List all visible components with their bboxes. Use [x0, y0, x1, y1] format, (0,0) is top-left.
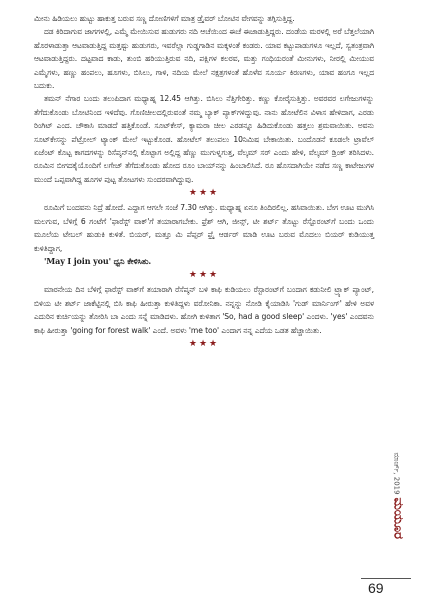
paragraph-2: ದಡ ಕಿರಿದಾಗುವ ಜಾಗಗಳಲ್ಲಿ, ಎಮ್ಮೆ ಮೇಯಿಸುವ ಹುಡುಗರು ನದಿ ಆಚೆಯಿಂದ ಈಚೆ ಈಜಾಡುತ್ತಿದ್ದರು. ದಂಡೆಯ ಮರಳಲ್ಲಿ ಅರೆ ಬೆತ್ತಲೆಯಾಗಿ ಹೊರಳಾಡುತ್ತಾ ಆಟವಾಡುತ್ತಿದ್ದ ಮತ್ತಷ್ಟು ಹುಡುಗರು, ಇವರೆಲ್ಲಾ ಗುಡ್ಡಗಾಡಿನ ಮಕ್ಕಳಂತೆ ಕಂಡರು. ಯಾವ ಕಟ್ಟುಪಾಡುಗಳೂ ಇಲ್ಲದೆ, ಸ್ವತಂತ್ರವಾಗಿ ಆಟವಾಡುತ್ತಿದ್ದರು. ದಟ್ಟವಾದ ಕಾಡು, ತುಂಬಿ ಹರಿಯುತ್ತಿರುವ ನದಿ, ಪಕ್ಷಿಗಳ ಕಲರವ, ಮತ್ತು ಗಂಧಿಯರಂತೆ ಮೀನುಗಳು, ನೀರಲ್ಲಿ ಮೀಯುವ ಎಮ್ಮೆಗಳು, ಹಣ್ಣು ಹಂಪಲು, ಹೂಗಳು, ಬಿಸಿಲು, ಗಾಳಿ, ನದಿಯ ಮೇಲೆ ನಕ್ಷತ್ರಗಳಂತೆ ಹೊಳೆವ ಸೂರ್ಯ ಕಿರಣಗಳು, ಯಾವ ಹಂಗೂ ಇಲ್ಲದ ಬದುಕು. — [34, 27, 374, 91]
section-separator-2: ★★★ — [188, 270, 220, 281]
paragraph-6: ಮಾರನೇಯ ದಿನ ಬೆಳಿಗ್ಗೆ ಫಾರೆಸ್ಟ್ ವಾಕ್‌ಗೆ ತಯಾರಾಗಿ ರೆಸೆಪ್ಶನ್ ಬಳಿ ಕಾಫಿ ಕುಡಿಯಲು ರೆಸ್ಟಾರಂಟ್‌ಗೆ ಬಂದಾಗ ಕಡುನೀಲಿ ಟ್ರ್ಯಾಕ್ ಪ್ಯಾಂಟ್, ಬಿಳಿಯ ಟೀ ಶರ್ಟ್ ಜಾಕೆಟ್ಟಿನಲ್ಲಿ ಬಿಸಿ ಕಾಫಿ ಹೀರುತ್ತಾ ಕುಳಿತಿದ್ದಳು ವರೋನಿಕಾ. ನನ್ನನ್ನು ನೋಡಿ ಕೈಯಾಡಿಸಿ 'ಗುಡ್ ಮಾರ್ನಿಂಗ್' ಹೇಳಿ ಅವಳ ಎದುರಿನ ಕುರ್ಚಿಯನ್ನು ತೋರಿಸಿ ಬಾ ಎಂದು ಸನ್ನೆ ಮಾಡಿದಳು. ಹೋಗಿ ಕುಳಿತಾಗ 'So, had a good sleep' ಎಂದಳು. 'yes' ಎಂದವನು ಕಾಫಿ ಹೀರುತ್ತಾ 'going for forest walk' ಎಂದೆ. ಅವಳು 'me too' ಎಂದಾಗ ನನ್ನ ಎದೆಯ ಒಡತ ಹೆಚ್ಚಾಯಿತು. — [34, 285, 374, 335]
side-margin — [388, 452, 408, 570]
footer-divider — [361, 578, 411, 579]
paragraph-4: ರೂಮಿಗೆ ಬಂದವನು ನಿದ್ರೆ ಹೋದೆ. ಎದ್ದಾಗ ಆಗಲೇ ಸಂಜೆ 7.30 ಆಗಿತ್ತು. ಮಧ್ಯಾಹ್ನ ಏನೂ ತಿಂದಿರಲಿಲ್ಲ. ಹಸಿವಾಯಿತು. ಬೇಗ ಊಟ ಮುಗಿಸಿ ಮಲಗುವ, ಬೆಳಿಗ್ಗೆ 6 ಗಂಟೆಗೆ 'ಫಾರೆಸ್ಟ್ ವಾಕ್'ಗೆ ತಯಾರಾಗಬೇಕು. ಫ್ರೆಶ್ ಆಗಿ, ಜೀನ್ಸ್, ಟೀ ಶರ್ಟ್ ತೊಟ್ಟು ರೆಸ್ಟೊರಂಟ್‌ಗೆ ಬಂದು ಒಂದು ಮೂಲೆಯ ಟೇಬಲ್ ಹುಡುಕಿ ಕುಳಿತೆ. ಬಿಯರ್, ಮತ್ತೂ ಮಿ ಪೆಪ್ಪರ್ ಫ್ರೈ ಆರ್ಡರ್ ಮಾಡಿ ಊಟ ಬರುವ ಮೊದಲು ಬಿಯರ್ ಕುಡಿಯುತ್ತ ಕುಳಿತಿದ್ದಾಗ, — [34, 203, 374, 253]
magazine-brand: ಮಯೂರ — [390, 497, 406, 539]
paragraph-3: ತಮನ್ ನೆಗಾರ ಬಂದು ತಲುಪಿದಾಗ ಮಧ್ಯಾಹ್ನ 12.45 ಆಗಿತ್ತು. ಬಿಸಿಲು ನೆತ್ತಿಗೇರಿತ್ತು. ಕಣ್ಣು ಕೋರೈಸುತ್ತಿತ್ತು. ಅವರವರ ಲಗೇಜುಗಳನ್ನು ತೆಗೆದುಕೊಂಡು ಬೋಟಿನಿಂದ ಇಳಿದೆವು. ಗೊಣಿಚೀಲದಲ್ಲಿರುವಂತೆ ನಮ್ಮ ಬ್ಯಾಕ್ ಪ್ಯಾಕ್‌ಗಳಿದ್ದುವು. ನಾನು ಹೋಟೆಲಿನ ವಿಳಾಸ ಹೇಳಿದಾಗ, ಎರಡು ರಿಂಗಿಟ್ ಎಂದ. ಚೌಕಾಸಿ ಮಾಡದೆ ಹತ್ತಿಕೊಂಡೆ. ಸೂಟ್‌ಕೇಸ್, ಕ್ಯಾಮರಾ ಚೀಲ ಎರಡನ್ನೂ ಹಿಡಿದುಕೊಂಡು ಹತ್ತಲು ಶ್ರಮವಾಯಿತು. ಅವನು ಸೂಟ್‌ಕೇಸನ್ನು ಪೆಟ್ರೋಲ್ ಟ್ಯಾಂಕ್ ಮೇಲೆ ಇಟ್ಟುಕೊಂಡ. ಹೋಟೆಲ್ ತಲುಪಲು 10ನಿಮಿಷ ಬೇಕಾಯಿತು. ಬಂದೊಡನೆ ಕೂಡಲೇ ಟ್ರಾವೆಲ್ ಏಜೆಂಟ್ ಕೊಟ್ಟ ಕಾಗದಗಳನ್ನು ರಿಸೆಪ್ಶನ್‌ನಲ್ಲಿ ಕೊಟ್ಟಾಗ ಅಲ್ಲಿದ್ದ ಹೆಣ್ಣು ಮುಗುಳ್ನಗುತ್ತ, ವೆಲ್ಕಮ್ ಸರ್ ಎಂದು ಹೇಳಿ, ವೆಲ್ಕಮ್ ಡ್ರಿಂಕ್ ತರಿಸಿದಳು. ರೂಮಿನ ಬೀಗದಕೈಯೊಂದಿಗೆ ಲಗೇಜ್ ತೆಗೆದುಕೊಂಡು ಹೋದ ರೂಂ ಬಾಯ್‌ನನ್ನು ಹಿಂಬಾಲಿಸಿದೆ. ರೂ ಹೊಸದಾಗಿಯೇ ನಡೆದ ಸಣ್ಣ ಕಾಟೇಜುಗಳ ಮುಂದೆ ಒಪ್ಪವಾಗಿದ್ದ ಹೂಗಳ ಪುಟ್ಟ ತೋಟಗಳು ಸುಂದರವಾಗಿದ್ದುವು. — [34, 94, 374, 184]
page-number: 69 — [368, 580, 384, 596]
section-separator-1: ★★★ — [188, 188, 220, 199]
paragraph-5-quote — [34, 255, 374, 268]
english-quote: 'May I join you' ಧ್ವನಿ ಕೇಳಿಸಿತು. — [44, 255, 152, 266]
section-separator-3: ★★★ — [188, 338, 220, 349]
article-body — [34, 12, 374, 352]
issue-date: ಮಾರ್ಚ್, 2019 — [392, 452, 401, 495]
paragraph-1: ಮೀನು ಹಿಡಿಯಲು ಹುಟ್ಟು ಹಾಕುತ್ತ ಬರುವ ಸಣ್ಣ ದೋಣಿಗಳಿಗೆ ಮಾತ್ರ ಡ್ರೈವರ್ ಬೋಟಿನ ವೇಗವನ್ನು ತಗ್ಗಿಸುತ್ತಿದ್ದ. — [34, 14, 295, 23]
